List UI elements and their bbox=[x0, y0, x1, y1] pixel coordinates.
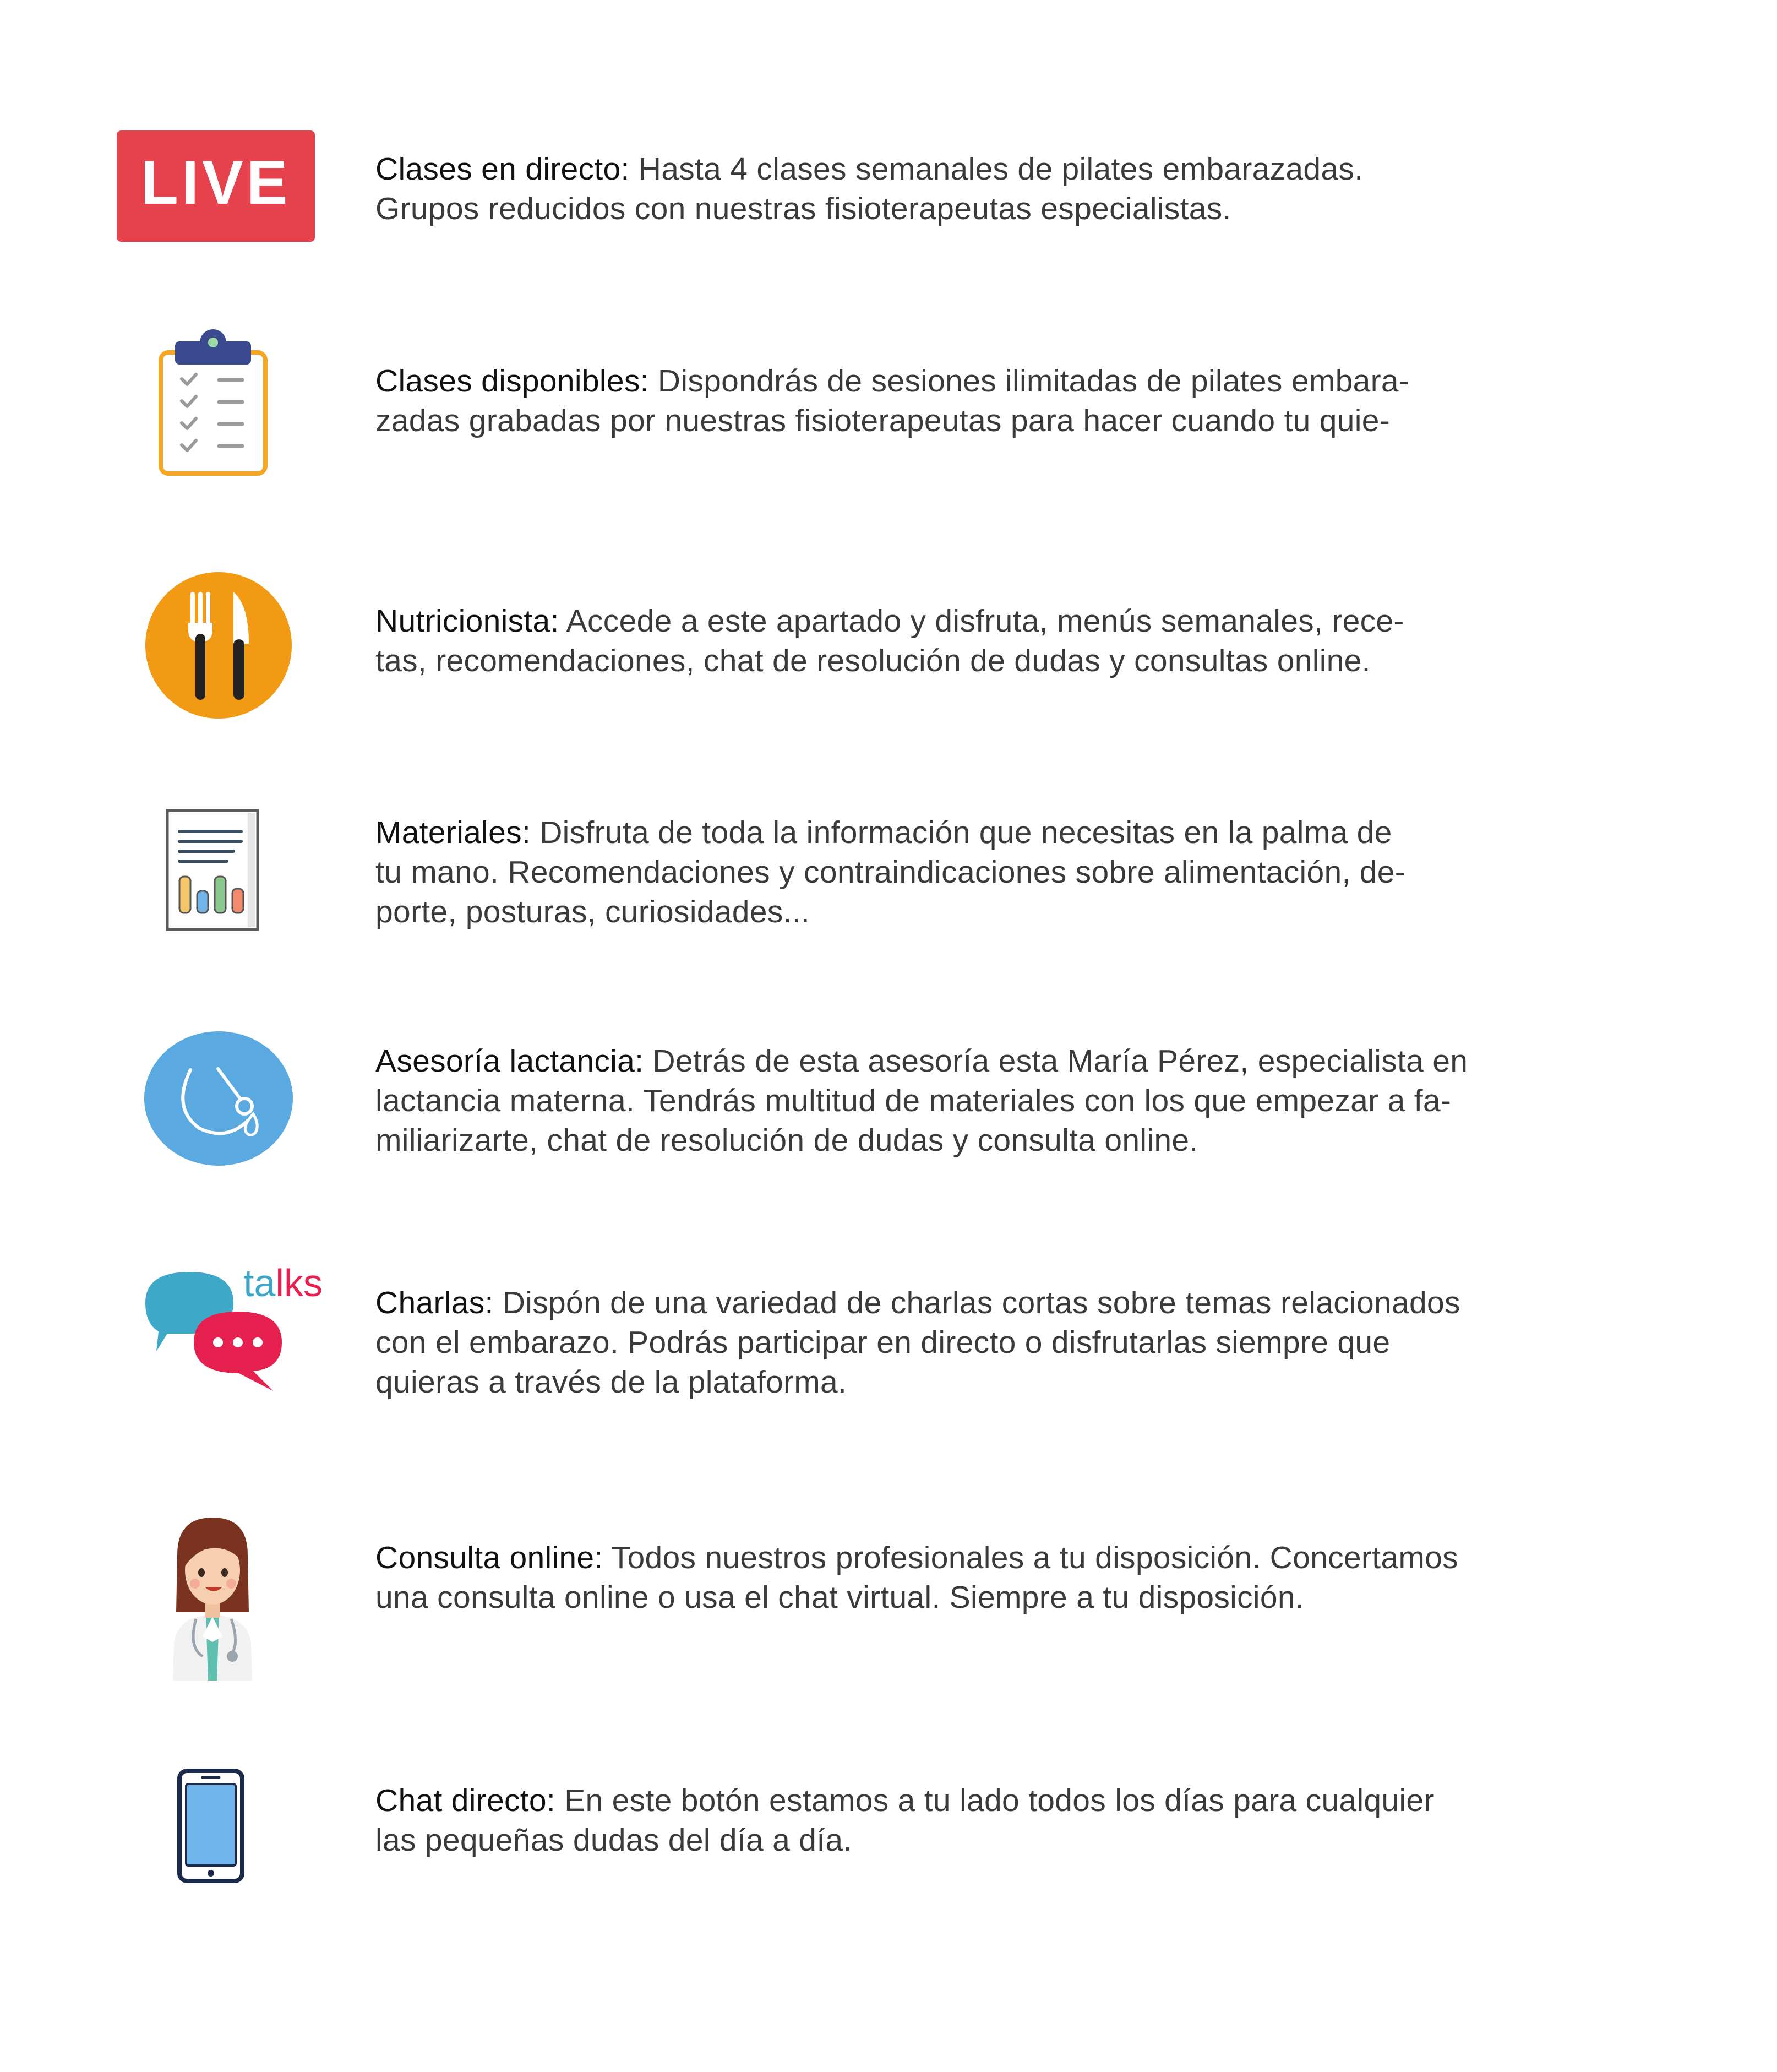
feature-description: Clases en directo: Hasta 4 clases semanales de pilates embarazadas. Grupos reducidos con nuestras fisioterapeutas especialistas. bbox=[375, 151, 1364, 226]
feature-title: Clases en directo: bbox=[375, 151, 630, 187]
talks-word: talks bbox=[243, 1261, 323, 1304]
feature-description: Charlas: Dispón de una variedad de charlas cortas sobre temas relacionados con el embarazo. Podrás participar en directo o disfrutarlas siempre que quieras a través de la plataforma. bbox=[375, 1285, 1460, 1400]
feature-title: Asesoría lactancia: bbox=[375, 1043, 644, 1079]
feature-title: Clases disponibles: bbox=[375, 363, 649, 399]
feature-description: Clases disponibles: Dispondrás de sesiones ilimitadas de pilates embara- zadas grabadas por nuestras fisioterapeutas para hacer cuando tu quie- bbox=[375, 363, 1410, 438]
live-badge-text: LIVE bbox=[140, 148, 291, 217]
feature-title: Charlas: bbox=[375, 1285, 494, 1320]
feature-title: Chat directo: bbox=[375, 1783, 556, 1818]
feature-description: Consulta online: Todos nuestros profesionales a tu disposición. Concertamos una consulta online o usa el chat virtual. Siempre a tu disposición. bbox=[375, 1540, 1458, 1615]
feature-description: Asesoría lactancia: Detrás de esta asesoría esta María Pérez, especialista en lactancia materna. Tendrás multitud de materiales con los que empezar a fa- miliarizarte, chat de resolución de dudas y consulta online. bbox=[375, 1043, 1468, 1158]
feature-description: Nutricionista: Accede a este apartado y disfruta, menús semanales, rece- tas, recomendaciones, chat de resolución de dudas y consultas online. bbox=[375, 603, 1404, 678]
feature-title: Consulta online: bbox=[375, 1540, 603, 1575]
feature-description: Chat directo: En este botón estamos a tu lado todos los días para cualquier las pequeñas dudas del día a día. bbox=[375, 1783, 1435, 1858]
feature-title: Materiales: bbox=[375, 815, 531, 850]
feature-description: Materiales: Disfruta de toda la información que necesitas en la palma de tu mano. Recomendaciones y contraindicaciones sobre alimentación, de- porte, posturas, curiosidades... bbox=[375, 815, 1406, 929]
feature-title: Nutricionista: bbox=[375, 603, 559, 639]
